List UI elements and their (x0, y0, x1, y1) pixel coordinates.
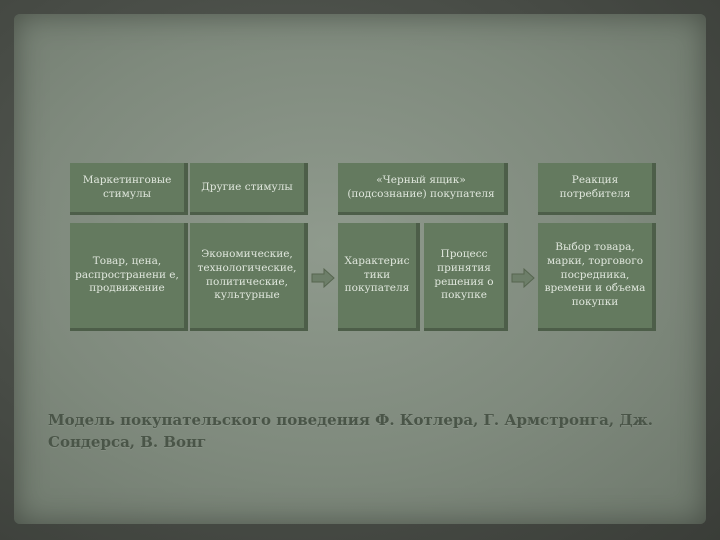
environment-factors-box: Экономические, технологические, политические, культурные (190, 223, 308, 331)
decision-process-box: Процесс принятия решения о покупке (424, 223, 508, 331)
header-black-box: «Черный ящик» (подсознание) покупателя (338, 163, 508, 215)
header-marketing-stimuli: Маркетинговые стимулы (70, 163, 188, 215)
header-consumer-reaction: Реакция потребителя (538, 163, 656, 215)
purchase-choice-box: Выбор товара, марки, торгового посредника, времени и объема покупки (538, 223, 656, 331)
arrow-right-icon (511, 268, 535, 288)
buyer-characteristics-box: Характерис тики покупателя (338, 223, 420, 331)
marketing-mix-box: Товар, цена, распространени е, продвижение (70, 223, 188, 331)
arrow-right-icon (311, 268, 335, 288)
slide-caption: Модель покупательского поведения Ф. Котлера, Г. Армстронга, Дж. Сондерса, В. Вонг (48, 411, 654, 451)
header-other-stimuli: Другие стимулы (190, 163, 308, 215)
